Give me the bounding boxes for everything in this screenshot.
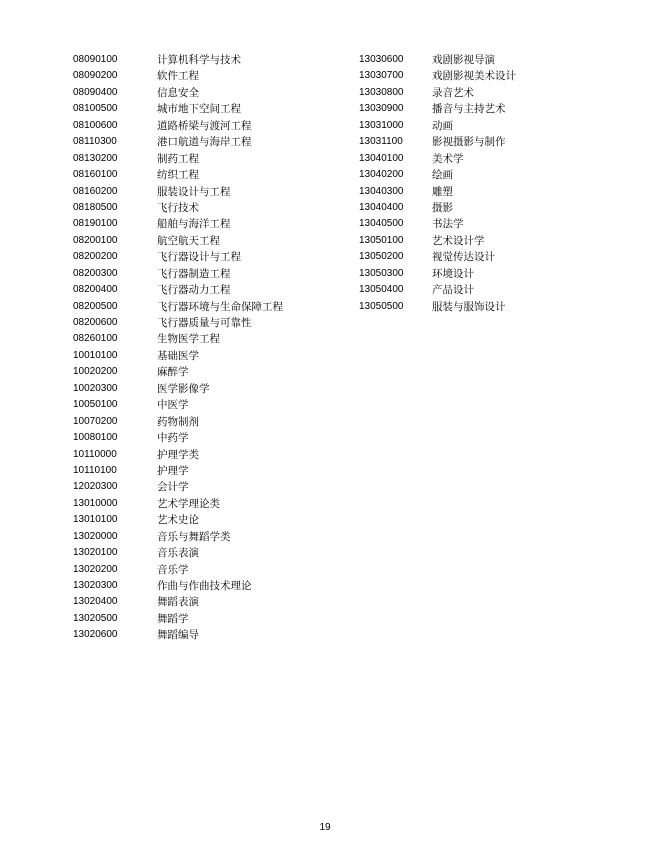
major-code: 08160100	[73, 169, 118, 181]
major-name: 雕塑	[432, 185, 453, 198]
major-code: 13050300	[359, 267, 404, 279]
list-row	[73, 282, 283, 298]
list-row	[73, 397, 283, 413]
list-row	[73, 447, 283, 463]
list-row	[73, 184, 283, 200]
major-name: 服装与服饰设计	[432, 300, 506, 313]
major-code: 13031100	[359, 136, 403, 148]
major-name: 道路桥梁与渡河工程	[157, 119, 252, 132]
list-row	[73, 364, 283, 380]
major-code: 10110100	[73, 464, 117, 476]
major-name: 书法学	[432, 218, 464, 231]
list-row	[359, 299, 516, 315]
major-code: 08090100	[73, 54, 118, 65]
list-row	[73, 562, 283, 578]
major-code: 13050100	[359, 234, 404, 246]
list-row	[73, 611, 283, 627]
major-name: 会计学	[157, 481, 189, 494]
major-code: 13030700	[359, 70, 404, 82]
major-code: 13020500	[73, 612, 118, 624]
list-row	[359, 134, 516, 150]
major-name: 艺术学理论类	[157, 497, 220, 510]
page-number: 19	[319, 822, 331, 833]
left-column	[73, 52, 283, 644]
list-row	[359, 167, 516, 183]
major-name: 飞行技术	[157, 201, 199, 214]
major-name: 美术学	[432, 152, 464, 165]
major-code: 13020400	[73, 596, 118, 608]
major-code: 13010000	[73, 497, 118, 509]
major-name: 港口航道与海岸工程	[157, 136, 252, 149]
major-code: 08100600	[73, 119, 118, 131]
list-row	[73, 249, 283, 265]
major-code: 08090200	[73, 70, 118, 82]
major-name: 计算机科学与技术	[157, 54, 241, 66]
major-code: 13030800	[359, 86, 404, 98]
major-name: 服装设计与工程	[157, 185, 231, 198]
major-name: 视觉传达设计	[432, 251, 495, 264]
major-name: 戏剧影视美术设计	[432, 70, 516, 83]
list-row	[73, 463, 283, 479]
major-code: 13040500	[359, 218, 404, 230]
major-code: 08190100	[73, 218, 118, 230]
major-name: 软件工程	[157, 70, 199, 83]
major-code: 13030900	[359, 103, 404, 115]
major-code: 13020200	[73, 563, 118, 575]
list-row	[73, 381, 283, 397]
major-name: 飞行器制造工程	[157, 267, 231, 280]
right-column	[359, 52, 516, 315]
major-name: 戏剧影视导演	[432, 54, 495, 66]
list-row	[359, 249, 516, 265]
list-row	[73, 167, 283, 183]
major-code: 13020600	[73, 629, 118, 641]
list-row	[73, 315, 283, 331]
list-row	[73, 233, 283, 249]
major-name: 药物制剂	[157, 415, 199, 428]
list-row	[73, 545, 283, 561]
major-code: 08200100	[73, 234, 118, 246]
major-code: 13020100	[73, 547, 118, 559]
major-name: 飞行器设计与工程	[157, 251, 241, 264]
list-row	[359, 118, 516, 134]
major-code: 10020200	[73, 366, 118, 378]
list-row	[359, 151, 516, 167]
major-name: 飞行器环境与生命保障工程	[157, 300, 283, 313]
major-code: 13040200	[359, 169, 404, 181]
major-code: 13040300	[359, 185, 404, 197]
major-code: 13050500	[359, 300, 404, 312]
major-name: 艺术史论	[157, 514, 199, 527]
list-row	[73, 151, 283, 167]
major-name: 医学影像学	[157, 382, 210, 395]
major-code: 10050100	[73, 399, 118, 411]
major-name: 摄影	[432, 201, 453, 214]
major-code: 13040100	[359, 152, 404, 164]
major-code: 10110000	[73, 448, 117, 460]
major-name: 飞行器质量与可靠性	[157, 317, 252, 329]
major-code: 08160200	[73, 185, 118, 197]
major-name: 影视摄影与制作	[432, 136, 506, 149]
major-name: 环境设计	[432, 267, 474, 280]
major-name: 航空航天工程	[157, 234, 220, 247]
list-row	[359, 52, 516, 68]
list-row	[359, 184, 516, 200]
major-code: 08100500	[73, 103, 118, 115]
list-row	[73, 627, 283, 643]
major-code: 10020300	[73, 382, 118, 394]
list-row	[73, 134, 283, 150]
major-name: 音乐学	[157, 563, 189, 576]
major-name: 播音与主持艺术	[432, 103, 506, 116]
major-name: 作曲与作曲技术理论	[157, 580, 252, 592]
major-name: 信息安全	[157, 86, 199, 99]
list-row	[73, 200, 283, 216]
major-name: 录音艺术	[432, 86, 474, 99]
major-code: 08130200	[73, 152, 118, 164]
major-name: 基础医学	[157, 349, 199, 362]
list-row	[73, 299, 283, 315]
major-name: 绘画	[432, 169, 453, 182]
list-row	[73, 331, 283, 347]
major-name: 飞行器动力工程	[157, 284, 231, 297]
major-name: 产品设计	[432, 284, 474, 297]
major-name: 舞蹈编导	[157, 629, 199, 642]
list-row	[73, 348, 283, 364]
major-name: 中药学	[157, 432, 189, 445]
major-code: 08200200	[73, 251, 118, 263]
major-code: 13031000	[359, 119, 404, 131]
major-name: 城市地下空间工程	[157, 103, 241, 116]
list-row	[73, 266, 283, 282]
major-code: 08200500	[73, 300, 118, 312]
major-code: 13030600	[359, 54, 404, 65]
major-code: 08200300	[73, 267, 118, 279]
major-code: 10080100	[73, 432, 118, 444]
list-row	[73, 529, 283, 545]
major-name: 艺术设计学	[432, 234, 485, 247]
major-name: 船舶与海洋工程	[157, 218, 231, 231]
major-name: 护理学类	[157, 448, 199, 461]
list-row	[73, 85, 283, 101]
list-row	[73, 68, 283, 84]
major-code: 13050200	[359, 251, 404, 263]
list-row	[359, 282, 516, 298]
list-row	[359, 68, 516, 84]
list-row	[359, 101, 516, 117]
major-code: 08200400	[73, 284, 118, 296]
list-row	[359, 200, 516, 216]
major-code: 08260100	[73, 333, 118, 345]
list-row	[359, 266, 516, 282]
major-name: 生物医学工程	[157, 333, 220, 346]
major-code: 13020300	[73, 580, 118, 591]
major-name: 动画	[432, 119, 453, 132]
major-name: 音乐与舞蹈学类	[157, 530, 231, 543]
major-code: 13040400	[359, 201, 404, 213]
list-row	[73, 496, 283, 512]
list-row	[73, 430, 283, 446]
list-row	[359, 233, 516, 249]
major-name: 中医学	[157, 399, 189, 412]
major-code: 10010100	[73, 349, 118, 361]
list-row	[73, 118, 283, 134]
list-row	[73, 512, 283, 528]
major-code: 08200600	[73, 317, 118, 328]
list-row	[73, 578, 283, 594]
major-name: 制药工程	[157, 152, 199, 165]
list-row	[73, 414, 283, 430]
major-code: 12020300	[73, 481, 118, 493]
list-row	[359, 216, 516, 232]
list-row	[73, 479, 283, 495]
major-code: 10070200	[73, 415, 118, 427]
major-name: 护理学	[157, 464, 189, 477]
list-row	[73, 216, 283, 232]
major-code: 08090400	[73, 86, 118, 98]
major-code: 13010100	[73, 514, 118, 526]
major-name: 音乐表演	[157, 547, 199, 560]
major-name: 纺织工程	[157, 169, 199, 182]
major-code: 13020000	[73, 530, 118, 542]
major-code: 08110300	[73, 136, 117, 148]
major-code: 13050400	[359, 284, 404, 296]
major-name: 舞蹈表演	[157, 596, 199, 609]
major-name: 舞蹈学	[157, 612, 189, 625]
major-name: 麻醉学	[157, 366, 189, 379]
list-row	[359, 85, 516, 101]
list-row	[73, 594, 283, 610]
list-row	[73, 101, 283, 117]
list-row	[73, 52, 283, 68]
major-code: 08180500	[73, 201, 118, 213]
